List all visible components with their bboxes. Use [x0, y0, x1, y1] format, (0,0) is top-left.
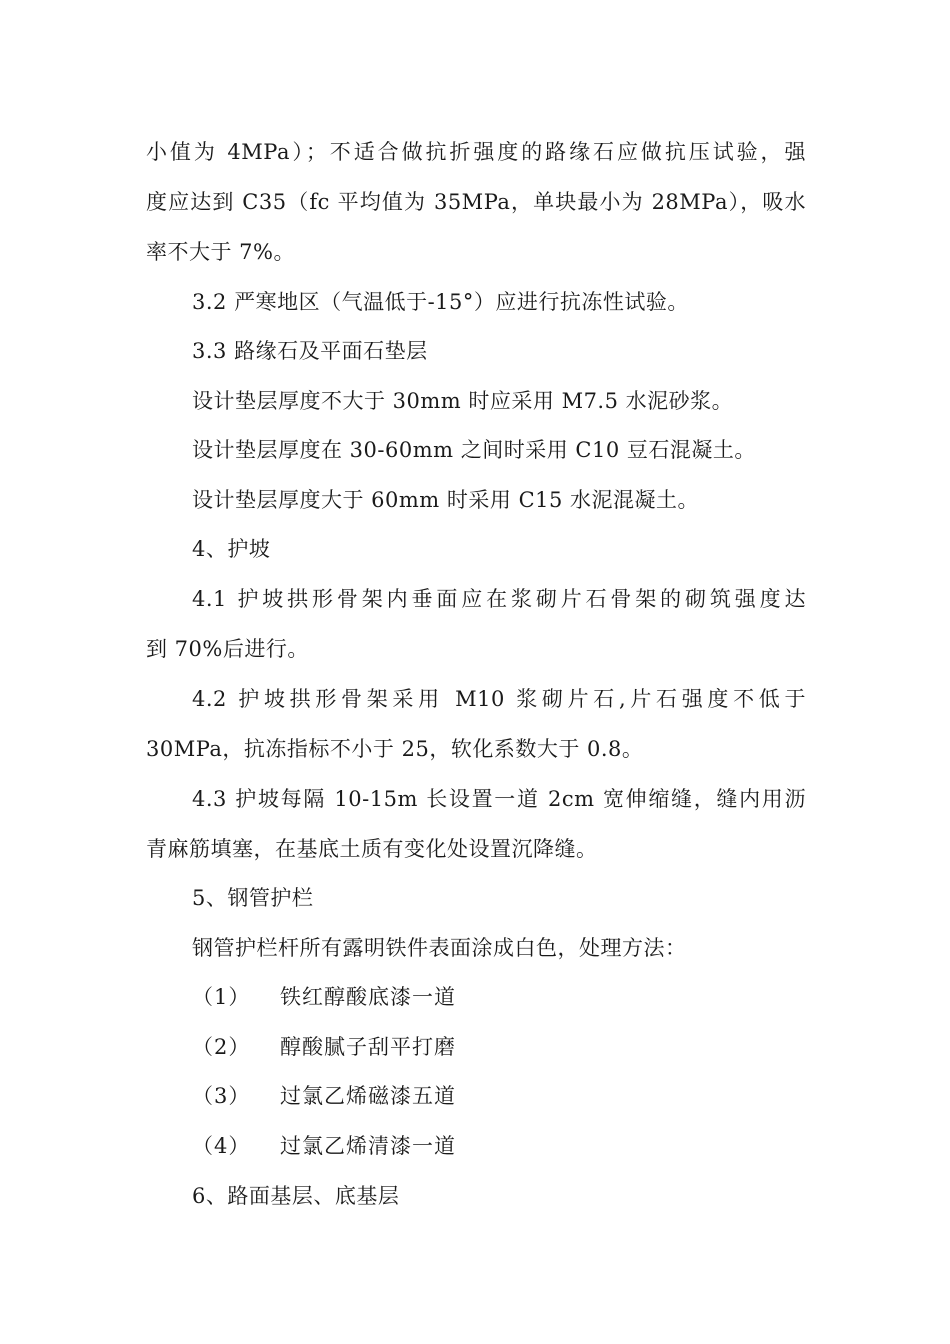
- list-item-text: 铁红醇酸底漆一道: [280, 985, 456, 1009]
- section-heading-4: 4、护坡: [192, 537, 271, 561]
- list-item: [192, 1131, 456, 1161]
- list-item: [192, 982, 456, 1012]
- paragraph-line: 4.2 护坡拱形骨架采用 M10 浆砌片石,片石强度不低于: [192, 687, 806, 711]
- list-item-number: （2）: [192, 1035, 251, 1059]
- list-item: [192, 1081, 456, 1111]
- paragraph-line: 钢管护栏杆所有露明铁件表面涂成白色，处理方法：: [192, 936, 687, 960]
- list-item-text: 过氯乙烯磁漆五道: [280, 1084, 456, 1108]
- section-heading-6: 6、路面基层、底基层: [192, 1184, 400, 1208]
- list-item-text: 醇酸腻子刮平打磨: [280, 1035, 456, 1059]
- paragraph-line: 小值为 4MPa）；不适合做抗折强度的路缘石应做抗压试验，强: [146, 140, 806, 164]
- paragraph-line: 青麻筋填塞，在基底土质有变化处设置沉降缝。: [146, 837, 598, 861]
- paragraph-line: 到 70%后进行。: [146, 637, 309, 661]
- paragraph-line: 4.1 护坡拱形骨架内垂面应在浆砌片石骨架的砌筑强度达: [192, 587, 806, 611]
- paragraph-line: 30MPa，抗冻指标不小于 25，软化系数大于 0.8。: [146, 737, 644, 761]
- list-item-text: 过氯乙烯清漆一道: [280, 1134, 456, 1158]
- section-heading-3-2: 3.2 严寒地区（气温低于-15°）应进行抗冻性试验。: [192, 290, 689, 314]
- paragraph-line: 设计垫层厚度在 30-60mm 之间时采用 C10 豆石混凝土。: [192, 438, 756, 462]
- paragraph-line: 率不大于 7%。: [146, 240, 295, 264]
- paragraph-line: 设计垫层厚度不大于 30mm 时应采用 M7.5 水泥砂浆。: [192, 389, 734, 413]
- paragraph-line: 4.3 护坡每隔 10-15m 长设置一道 2cm 宽伸缩缝，缝内用沥: [192, 787, 806, 811]
- list-item-number: （4）: [192, 1134, 251, 1158]
- list-item-number: （1）: [192, 985, 251, 1009]
- section-heading-3-3: 3.3 路缘石及平面石垫层: [192, 339, 428, 363]
- section-heading-5: 5、钢管护栏: [192, 886, 314, 910]
- list-item: [192, 1032, 456, 1062]
- paragraph-line: 设计垫层厚度大于 60mm 时采用 C15 水泥混凝土。: [192, 488, 700, 512]
- list-item-number: （3）: [192, 1084, 251, 1108]
- paragraph-line: 度应达到 C35（fc 平均值为 35MPa，单块最小为 28MPa），吸水: [146, 190, 806, 214]
